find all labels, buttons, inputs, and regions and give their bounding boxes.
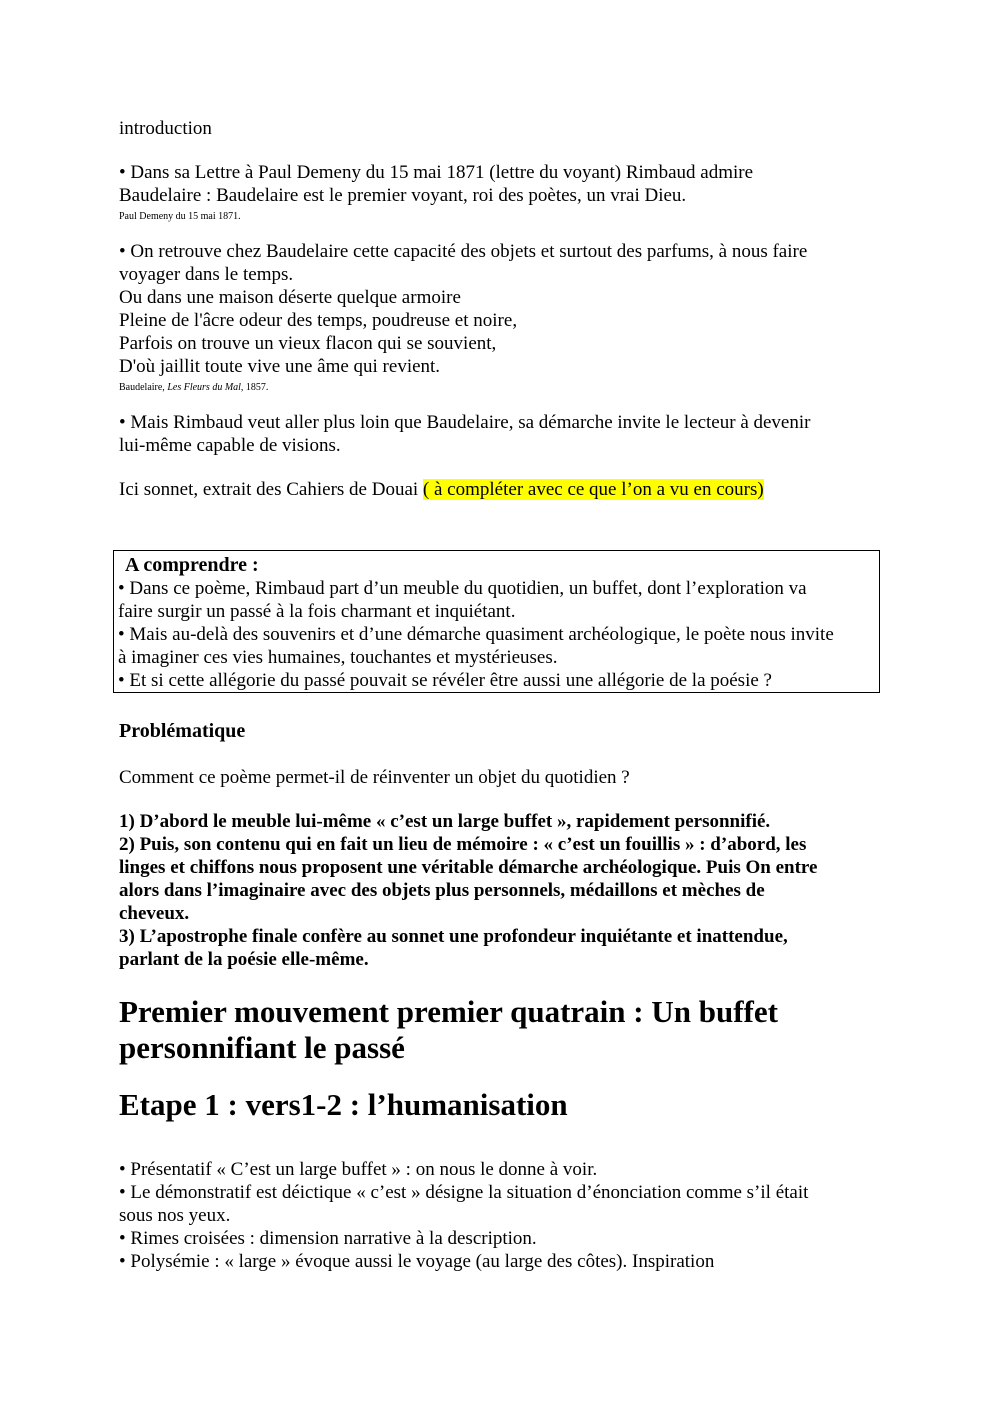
- sonnet-text: Ici sonnet, extrait des Cahiers de Douai: [119, 479, 423, 500]
- poem-line: D'où jaillit toute vive une âme qui revient.: [119, 356, 441, 377]
- box-line: • Dans ce poème, Rimbaud part d’un meuble du quotidien, un buffet, dont l’exploration va: [118, 578, 807, 599]
- heading-line: personnifiant le passé: [119, 1030, 405, 1065]
- sonnet-line: [119, 478, 884, 501]
- plan-line: parlant de la poésie elle-même.: [119, 949, 369, 970]
- poem-line: Ou dans une maison déserte quelque armoire: [119, 287, 461, 308]
- problematique-question: Comment ce poème permet-il de réinventer un objet du quotidien ?: [119, 767, 630, 788]
- analysis-line: • Le démonstratif est déictique « c’est » désigne la situation d’énonciation comme s’il était: [119, 1182, 809, 1203]
- analysis-line: • Présentatif « C’est un large buffet » : on nous le donne à voir.: [119, 1159, 598, 1180]
- document-body: [119, 117, 884, 501]
- text-line: • Dans sa Lettre à Paul Demeny du 15 mai 1871 (lettre du voyant) Rimbaud admire: [119, 162, 754, 183]
- citation-demeny: Paul Demeny du 15 mai 1871.: [119, 211, 241, 222]
- plan-list: [119, 810, 884, 971]
- box-title: A comprendre :: [125, 554, 259, 576]
- box-line: • Et si cette allégorie du passé pouvait se révéler être aussi une allégorie de la poésie ?: [118, 670, 772, 691]
- section-heading: [119, 994, 884, 1066]
- text-line: lui-même capable de visions.: [119, 435, 341, 456]
- analysis-line: • Rimes croisées : dimension narrative à la description.: [119, 1228, 537, 1249]
- paragraph-lettre-demeny: [119, 161, 884, 207]
- plan-line: 3) L’apostrophe finale confère au sonnet une profondeur inquiétante et inattendue,: [119, 926, 788, 947]
- citation-work: Les Fleurs du Mal: [167, 382, 241, 393]
- analysis-line: • Polysémie : « large » évoque aussi le voyage (au large des côtes). Inspiration: [119, 1251, 715, 1272]
- text-line: Baudelaire : Baudelaire est le premier voyant, roi des poètes, un vrai Dieu.: [119, 185, 687, 206]
- citation-baudelaire: [119, 381, 884, 395]
- text-line: • Mais Rimbaud veut aller plus loin que Baudelaire, sa démarche invite le lecteur à devenir: [119, 412, 811, 433]
- intro-heading: introduction: [119, 118, 212, 139]
- highlighted-note: ( à compléter avec ce que l’on a vu en cours): [422, 479, 764, 500]
- citation-year: , 1857.: [240, 382, 269, 393]
- heading-line: Premier mouvement premier quatrain : Un buffet: [119, 994, 778, 1029]
- comprehension-box: [113, 550, 880, 693]
- text-line: • On retrouve chez Baudelaire cette capacité des objets et surtout des parfums, à nous faire: [119, 241, 808, 262]
- box-line: à imaginer ces vies humaines, touchantes et mystérieuses.: [118, 647, 558, 668]
- poem-line: Pleine de l'âcre odeur des temps, poudreuse et noire,: [119, 310, 518, 331]
- plan-line: linges et chiffons nous proposent une véritable démarche archéologique. Puis On entre: [119, 857, 818, 878]
- analysis-list: [119, 1158, 884, 1273]
- paragraph-baudelaire: [119, 240, 884, 378]
- poem-line: Parfois on trouve un vieux flacon qui se souvient,: [119, 333, 497, 354]
- document-body-continued: [119, 719, 884, 1273]
- plan-line: 1) D’abord le meuble lui-même « c’est un large buffet », rapidement personnifié.: [119, 811, 771, 832]
- plan-line: 2) Puis, son contenu qui en fait un lieu de mémoire : « c’est un fouillis » : d’abord, les: [119, 834, 807, 855]
- text-line: voyager dans le temps.: [119, 264, 294, 285]
- box-line: • Mais au-delà des souvenirs et d’une démarche quasiment archéologique, le poète nous invite: [118, 624, 834, 645]
- subsection-heading: Etape 1 : vers1-2 : l’humanisation: [119, 1087, 568, 1122]
- paragraph-rimbaud: [119, 411, 884, 457]
- problematique-heading: Problématique: [119, 720, 246, 742]
- citation-author: Baudelaire,: [119, 382, 168, 393]
- analysis-line: sous nos yeux.: [119, 1205, 231, 1226]
- box-line: faire surgir un passé à la fois charmant et inquiétant.: [118, 601, 516, 622]
- plan-line: cheveux.: [119, 903, 190, 924]
- plan-line: alors dans l’imaginaire avec des objets plus personnels, médaillons et mèches de: [119, 880, 765, 901]
